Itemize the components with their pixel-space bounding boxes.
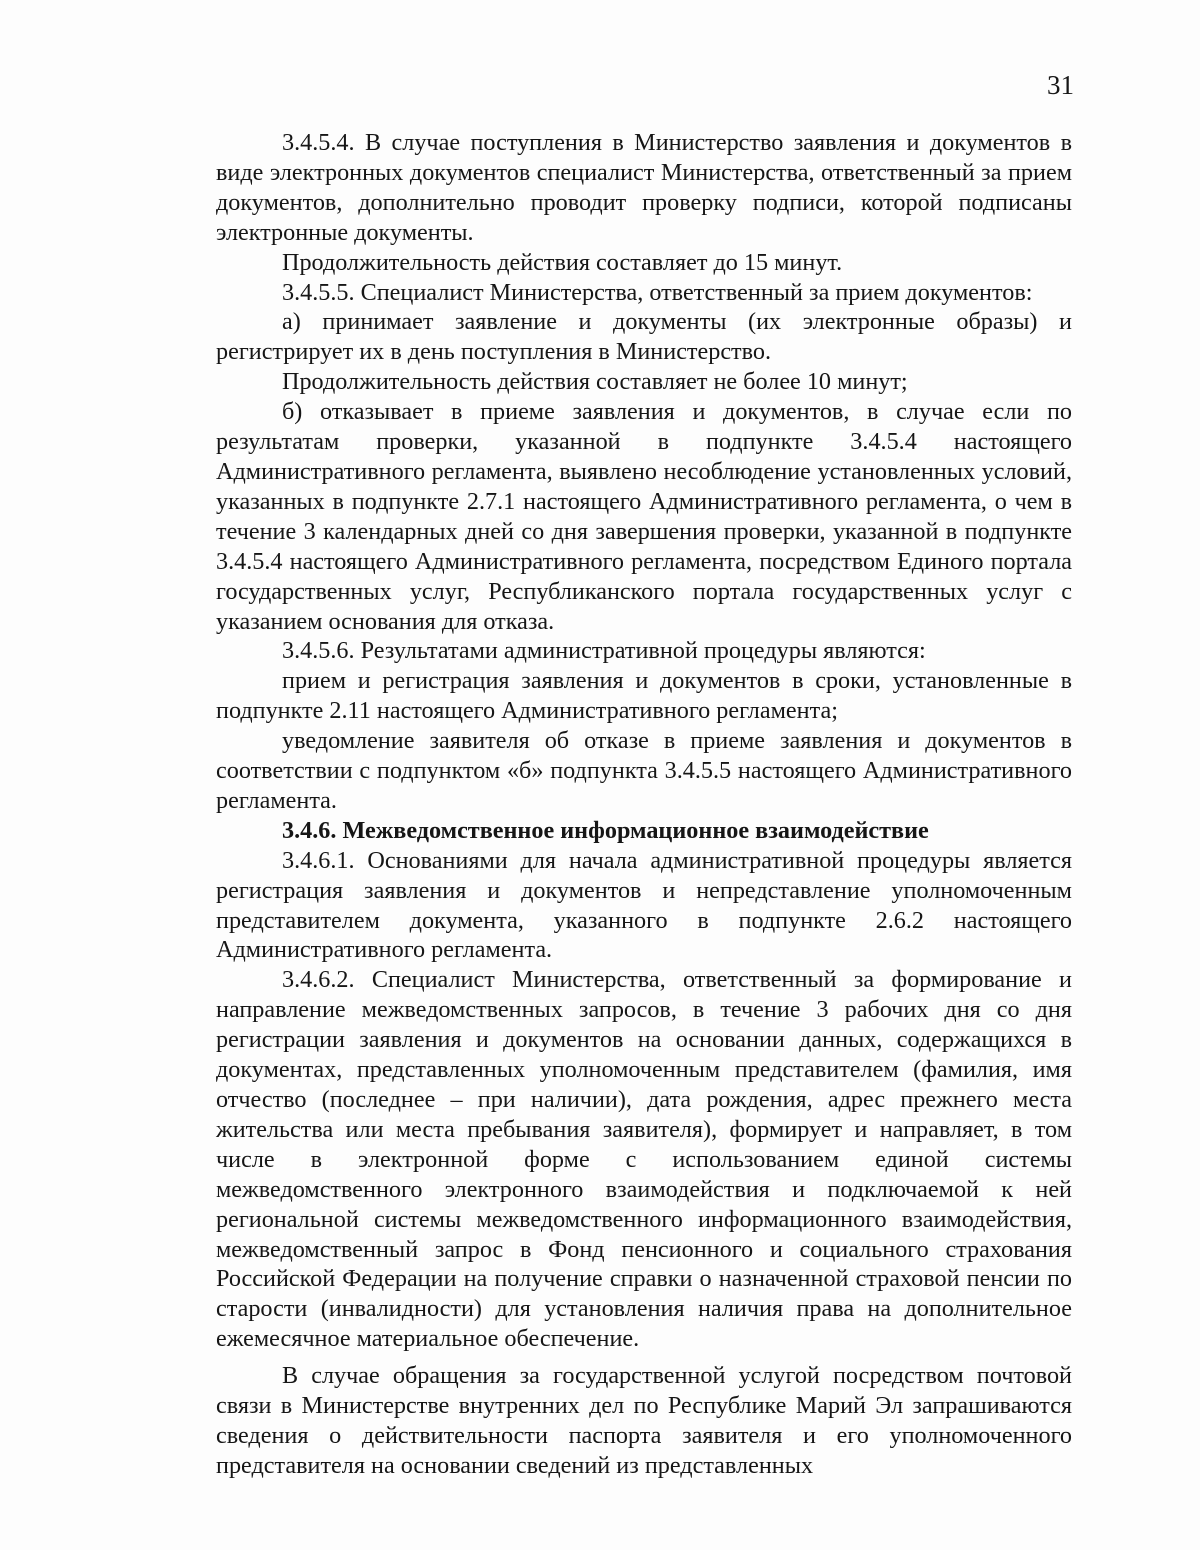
paragraph-3-4-5-5: 3.4.5.5. Специалист Министерства, ответственный за прием документов:: [282, 278, 1033, 306]
paragraph-3-4-6-1: 3.4.6.1. Основаниями для начала административной процедуры является регистрация заявления и документов и непредставление уполномоченным представителем документа, указанного в подпункте 2.6.2 настоящего Административного регламента.: [216, 846, 1072, 964]
page-number: 31: [1047, 70, 1074, 100]
paragraph-result-registration: прием и регистрация заявления и документов в сроки, установленные в подпункте 2.11 настоящего Административного регламента;: [216, 667, 1072, 725]
paragraph-postal-request: В случае обращения за государственной услугой посредством почтовой связи в Министерстве внутренних дел по Республике Марий Эл запрашиваются сведения о действительности паспорта заявителя и его уполномоченного представителя на основании сведений из представленных: [216, 1362, 1072, 1479]
paragraph-result-notification: уведомление заявителя об отказе в приеме заявления и документов в соответствии с подпунктом «б» подпункта 3.4.5.5 настоящего Административного регламента.: [216, 727, 1072, 814]
paragraph-3-4-5-6: 3.4.5.6. Результатами административной процедуры являются:: [282, 637, 926, 665]
paragraph-duration-10-min: Продолжительность действия составляет не более 10 минут;: [282, 368, 908, 396]
paragraph-item-a: а) принимает заявление и документы (их электронные образы) и регистрирует их в день поступления в Министерство.: [216, 308, 1072, 366]
paragraph-duration-15-min: Продолжительность действия составляет до 15 минут.: [282, 248, 843, 276]
paragraph-3-4-6-2: 3.4.6.2. Специалист Министерства, ответственный за формирование и направление межведомственных запросов, в течение 3 рабочих дня со дня регистрации заявления и документов на основании данных, содержащихся в документах, представленных уполномоченным представителем (фамилия, имя отчество (последнее – при наличии), дата рождения, адрес прежнего места жительства или места пребывания заявителя), формирует и направляет, в том числе в электронной форме с использованием единой системы межведомственного электронного взаимодействия и подключаемой к ней региональной системы межведомственного информационного взаимодействия, межведомственный запрос в Фонд пенсионного и социального страхования Российской Федерации на получение справки о назначенной страховой пенсии по старости (инвалидности) для установления наличия права на дополнительное ежемесячное материальное обеспечение.: [216, 966, 1072, 1353]
paragraph-3-4-5-4: 3.4.5.4. В случае поступления в Министерство заявления и документов в виде электронных документов специалист Министерства, ответственный за прием документов, дополнительно проводит проверку подписи, которой подписаны электронные документы.: [216, 129, 1072, 246]
section-heading-3-4-6: 3.4.6. Межведомственное информационное взаимодействие: [282, 816, 929, 844]
paragraph-item-b: б) отказывает в приеме заявления и документов, в случае если по результатам проверки, указанной в подпункте 3.4.5.4 настоящего Административного регламента, выявлено несоблюдение установленных условий, указанных в подпункте 2.7.1 настоящего Административного регламента, о чем в течение 3 календарных дней со дня завершения проверки, указанной в подпункте 3.4.5.4 настоящего Административного регламента, посредством Единого портала государственных услуг, Республиканского портала государственных услуг с указанием основания для отказа.: [216, 398, 1072, 635]
document-body: [216, 128, 1072, 1481]
